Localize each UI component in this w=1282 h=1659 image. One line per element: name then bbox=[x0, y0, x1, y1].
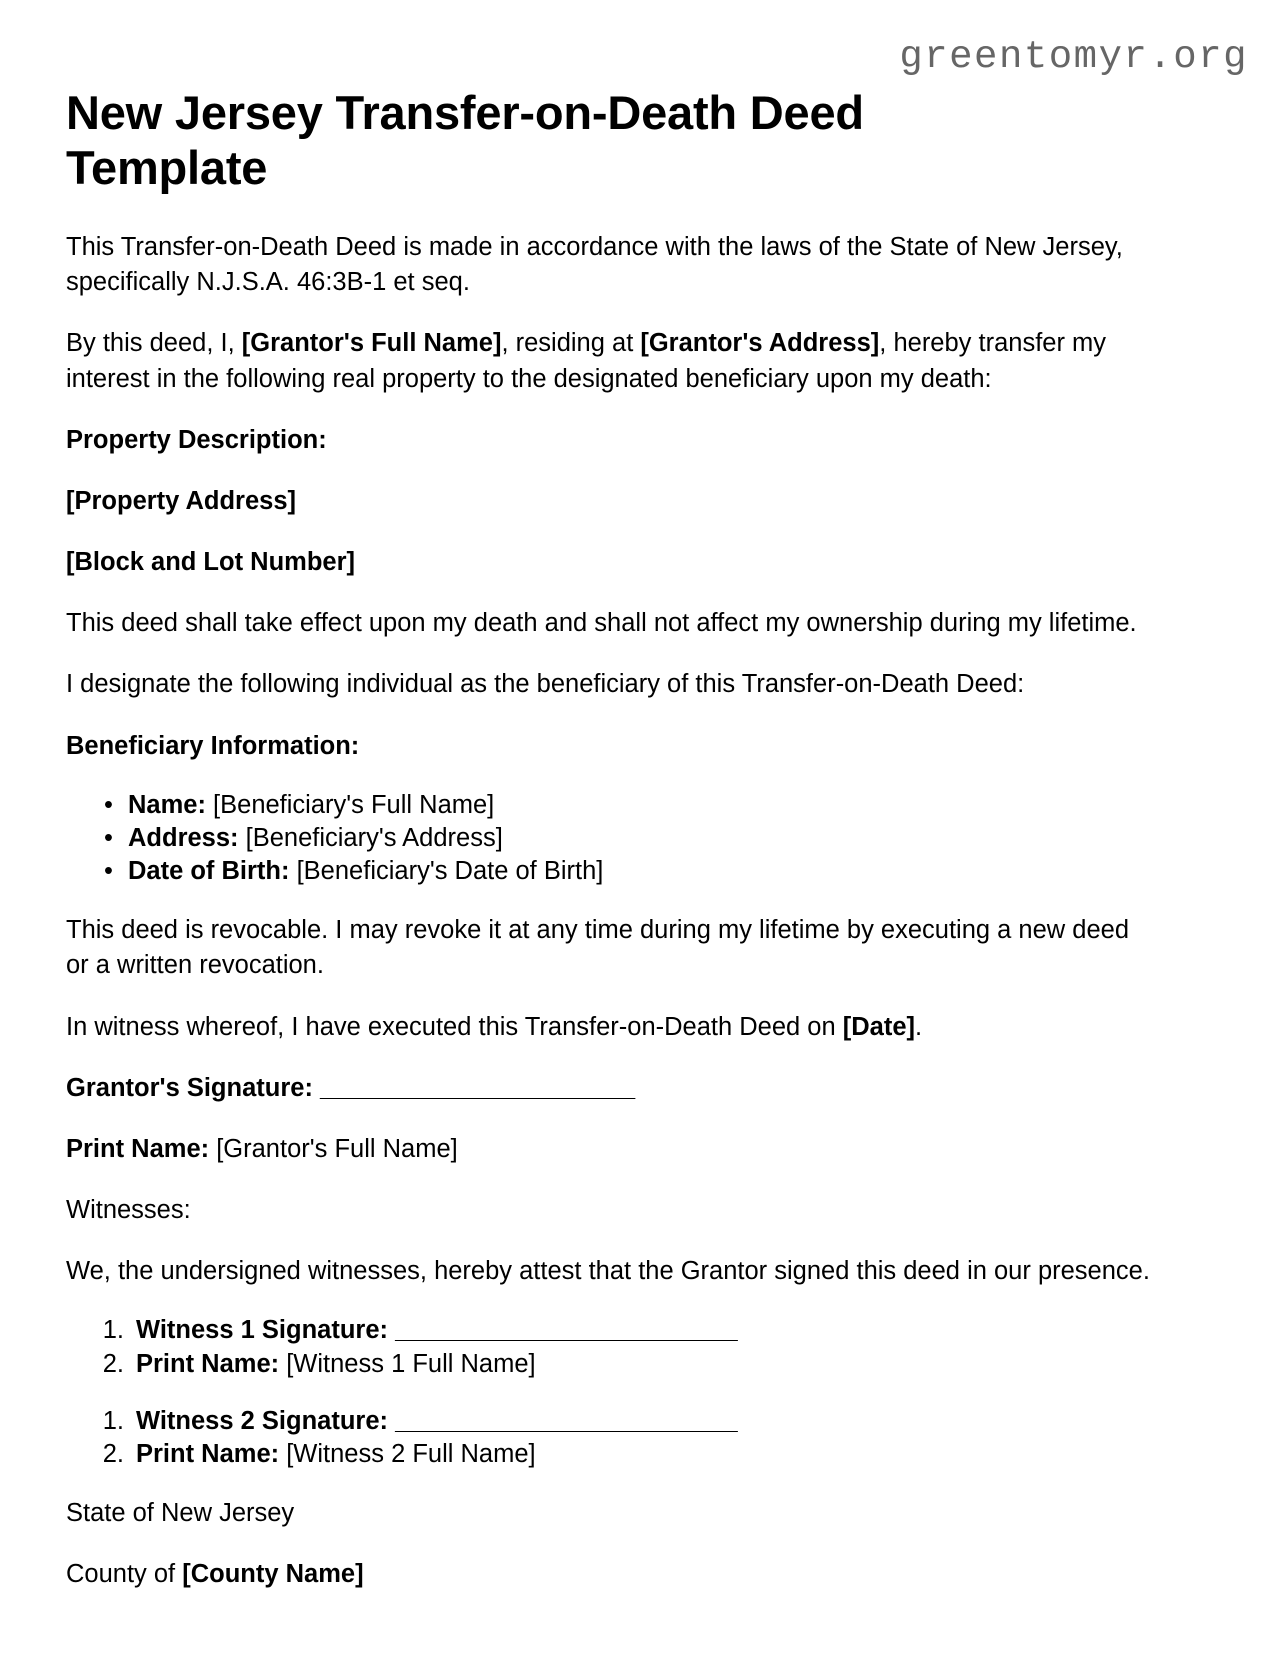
county-name-placeholder: [County Name] bbox=[182, 1560, 364, 1589]
witness-attestation-paragraph: We, the undersigned witnesses, hereby attest that the Grantor signed this deed in our presence. bbox=[66, 1257, 1150, 1286]
grantor-signature-line bbox=[66, 1071, 1156, 1106]
grantor-print-name-value: [Grantor's Full Name] bbox=[216, 1134, 458, 1163]
deed-clause-mid: , residing at bbox=[501, 329, 641, 358]
list-item bbox=[66, 790, 1156, 821]
witness-1-signature-label: Witness 1 Signature: bbox=[136, 1316, 388, 1345]
grantor-print-name-label: Print Name: bbox=[66, 1134, 210, 1163]
county-line-lead: County of bbox=[66, 1560, 183, 1589]
site-watermark: greentomyr.org bbox=[899, 35, 1248, 79]
effect-paragraph: This deed shall take effect upon my death and shall not affect my ownership during my lifetime. bbox=[66, 609, 1137, 638]
beneficiary-information-heading: Beneficiary Information: bbox=[66, 731, 360, 760]
witness-1-print-name-value: [Witness 1 Full Name] bbox=[286, 1349, 536, 1378]
beneficiary-dob-label: Date of Birth: bbox=[128, 857, 290, 886]
list-item bbox=[66, 1315, 1156, 1346]
witness-2-signature-label: Witness 2 Signature: bbox=[136, 1406, 388, 1435]
beneficiary-information-list bbox=[66, 790, 1156, 887]
witness-2-print-name-label: Print Name: bbox=[136, 1439, 280, 1468]
list-item bbox=[66, 1439, 1156, 1470]
witness-2-signature-blank[interactable]: _________________________ bbox=[395, 1406, 738, 1435]
execution-clause-paragraph bbox=[66, 1010, 1156, 1045]
revocable-paragraph: This deed is revocable. I may revoke it at any time during my lifetime by executing a new deed or a written revocation. bbox=[66, 916, 1130, 980]
witness-1-print-name-label: Print Name: bbox=[136, 1349, 280, 1378]
execution-clause-lead: In witness whereof, I have executed this Transfer-on-Death Deed on bbox=[66, 1012, 843, 1041]
block-lot-number-placeholder: [Block and Lot Number] bbox=[66, 548, 356, 577]
document-body bbox=[66, 86, 1156, 1618]
beneficiary-name-label: Name: bbox=[128, 790, 206, 819]
page-title: New Jersey Transfer-on-Death Deed Template bbox=[66, 86, 864, 194]
deed-clause-tail: , hereby transfer my interest in the following real property to the designated beneficiary upon my death: bbox=[66, 329, 1107, 393]
county-line bbox=[66, 1557, 1156, 1592]
witness-1-signature-blank[interactable]: _________________________ bbox=[395, 1316, 738, 1345]
grantor-signature-label: Grantor's Signature: bbox=[66, 1073, 313, 1102]
grantor-signature-blank[interactable]: _______________________ bbox=[320, 1073, 635, 1102]
list-item bbox=[66, 823, 1156, 854]
deed-clause-lead: By this deed, I, bbox=[66, 329, 242, 358]
state-line: State of New Jersey bbox=[66, 1498, 295, 1527]
date-placeholder: [Date] bbox=[842, 1012, 916, 1041]
witness-1-block bbox=[66, 1315, 1156, 1379]
witness-2-block bbox=[66, 1406, 1156, 1470]
execution-clause-tail: . bbox=[915, 1012, 923, 1041]
beneficiary-address-value: [Beneficiary's Address] bbox=[245, 823, 503, 852]
beneficiary-dob-value: [Beneficiary's Date of Birth] bbox=[296, 857, 604, 886]
intro-paragraph: This Transfer-on-Death Deed is made in accordance with the laws of the State of New Jersey, specifically N.J.S.A. 46:3B-1 et seq. bbox=[66, 232, 1123, 297]
witnesses-label: Witnesses: bbox=[66, 1196, 191, 1225]
grantor-print-name-line bbox=[66, 1132, 1156, 1167]
list-item bbox=[66, 856, 1156, 887]
list-item bbox=[66, 1349, 1156, 1380]
deed-clause-paragraph bbox=[66, 326, 1156, 396]
property-address-placeholder: [Property Address] bbox=[66, 486, 297, 515]
grantor-address-placeholder: [Grantor's Address] bbox=[640, 329, 880, 358]
witness-2-print-name-value: [Witness 2 Full Name] bbox=[286, 1439, 536, 1468]
beneficiary-name-value: [Beneficiary's Full Name] bbox=[213, 790, 495, 819]
designate-beneficiary-paragraph: I designate the following individual as the beneficiary of this Transfer-on-Death Deed: bbox=[66, 670, 1025, 699]
beneficiary-address-label: Address: bbox=[128, 823, 239, 852]
list-item bbox=[66, 1406, 1156, 1437]
grantor-name-placeholder: [Grantor's Full Name] bbox=[241, 329, 502, 358]
property-description-heading: Property Description: bbox=[66, 425, 327, 454]
